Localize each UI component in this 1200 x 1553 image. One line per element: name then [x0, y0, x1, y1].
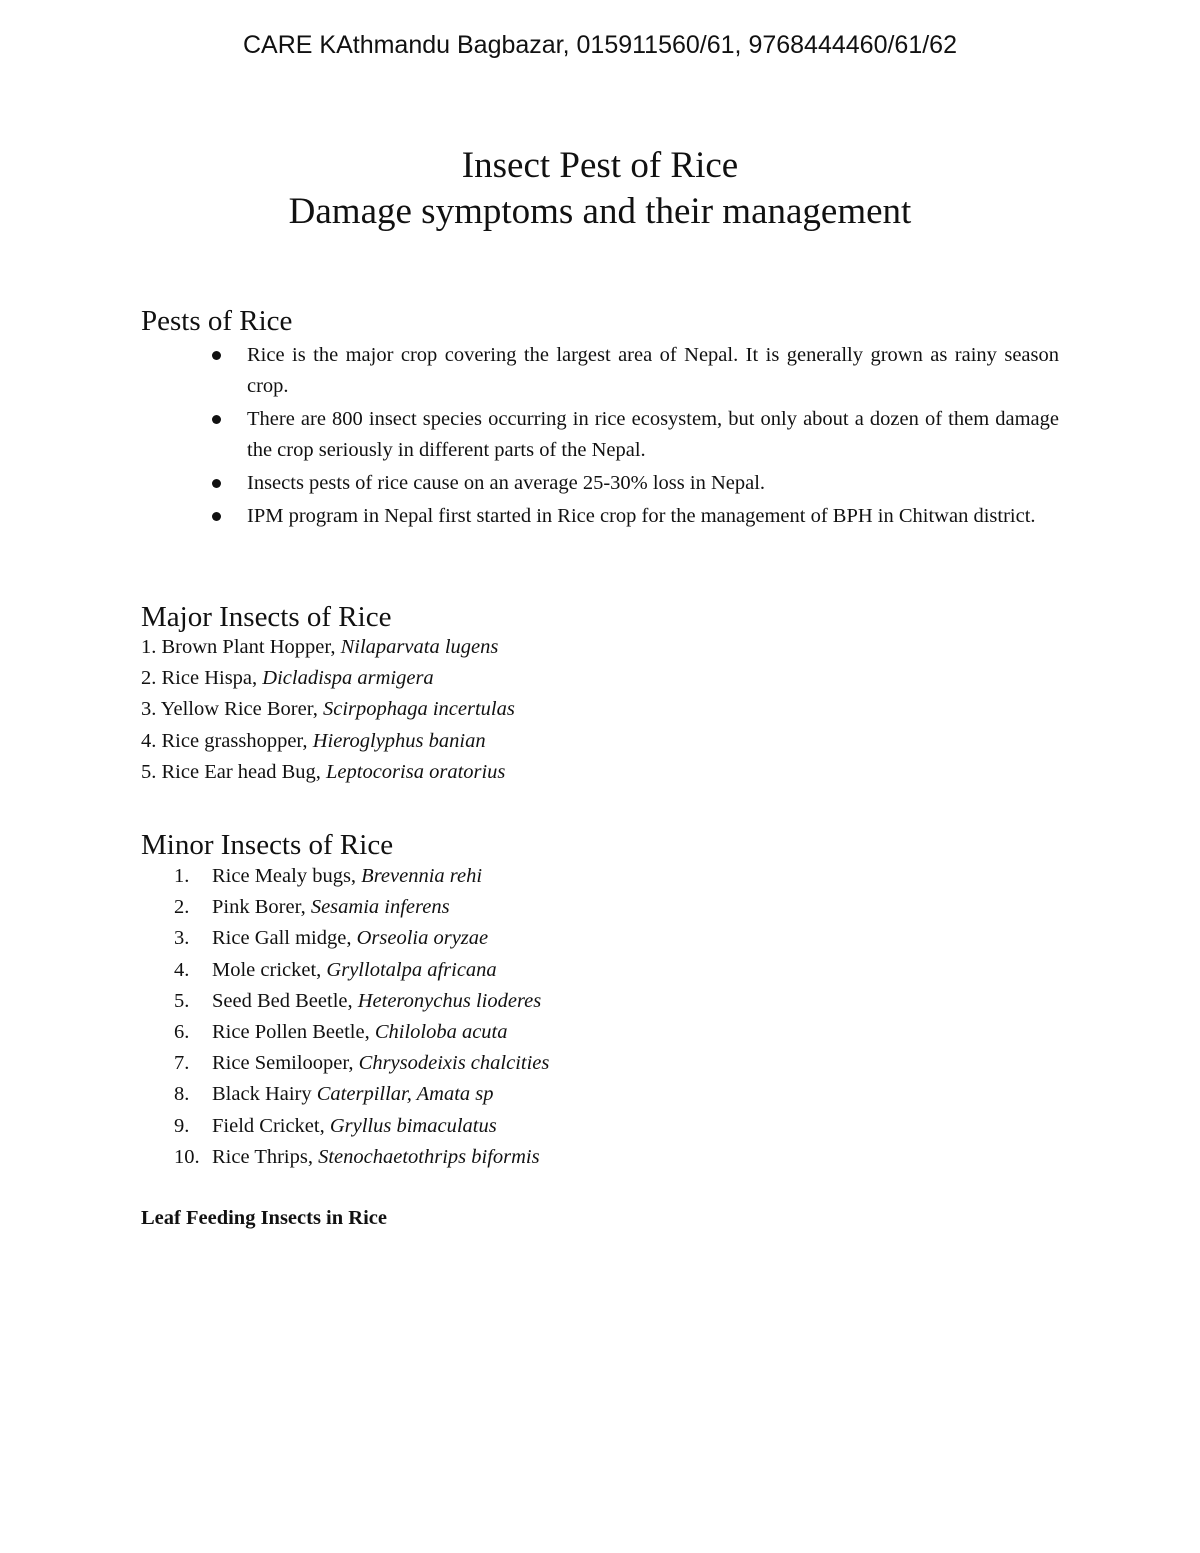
document-subtitle: Damage symptoms and their management — [288, 191, 912, 232]
list-item: 1. Brown Plant Hopper, Nilaparvata lugens — [141, 636, 499, 658]
minor-insects-list — [174, 861, 549, 1173]
document-title: Insect Pest of Rice — [461, 145, 739, 186]
list-item: 2. Pink Borer, Sesamia inferens — [174, 896, 450, 919]
major-insects-list — [141, 632, 515, 788]
list-item: 2. Rice Hispa, Dicladispa armigera — [141, 667, 434, 690]
bullet-item: There are 800 insect species occurring in rice ecosystem, but only about a dozen of them damage the crop seriously in different parts of the Nepal. — [141, 404, 1059, 466]
list-item: 8. Black Hairy Caterpillar, Amata sp — [174, 1083, 494, 1106]
page-header: CARE KAthmandu Bagbazar, 015911560/61, 9768444460/61/62 — [243, 31, 957, 59]
bullet-icon — [212, 479, 221, 488]
list-item: 6. Rice Pollen Beetle, Chiloloba acuta — [174, 1021, 508, 1044]
list-item: 4. Rice grasshopper, Hieroglyphus banian — [141, 729, 486, 752]
leaf-feeding-heading: Leaf Feeding Insects in Rice — [141, 1207, 387, 1229]
list-item: 3. Yellow Rice Borer, Scirpophaga incertulas — [141, 698, 515, 721]
bullet-item: Rice is the major crop covering the largest area of Nepal. It is generally grown as rainy season crop. — [141, 340, 1059, 402]
list-item: 5. Seed Bed Beetle, Heteronychus lioderes — [174, 989, 542, 1012]
list-item: 9. Field Cricket, Gryllus bimaculatus — [174, 1114, 497, 1137]
list-item: 5. Rice Ear head Bug, Leptocorisa oratorius — [141, 760, 506, 783]
list-item: 1. Rice Mealy bugs, Brevennia rehi — [174, 865, 483, 887]
bullet-icon — [212, 512, 221, 521]
pests-bullet-list — [141, 340, 1059, 534]
bullet-icon — [212, 415, 221, 424]
bullet-item: Insects pests of rice cause on an average 25-30% loss in Nepal. — [141, 468, 1059, 499]
list-item: 3. Rice Gall midge, Orseolia oryzae — [174, 927, 489, 950]
list-item: 4. Mole cricket, Gryllotalpa africana — [174, 958, 497, 981]
minor-insects-heading: Minor Insects of Rice — [141, 829, 394, 861]
bullet-icon — [212, 351, 221, 360]
pests-heading: Pests of Rice — [141, 305, 293, 337]
major-insects-heading: Major Insects of Rice — [141, 601, 392, 633]
list-item: 10. Rice Thrips, Stenochaetothrips biformis — [174, 1145, 540, 1168]
bullet-item: IPM program in Nepal first started in Rice crop for the management of BPH in Chitwan district. — [141, 501, 1059, 532]
list-item: 7. Rice Semilooper, Chrysodeixis chalcities — [174, 1052, 550, 1075]
